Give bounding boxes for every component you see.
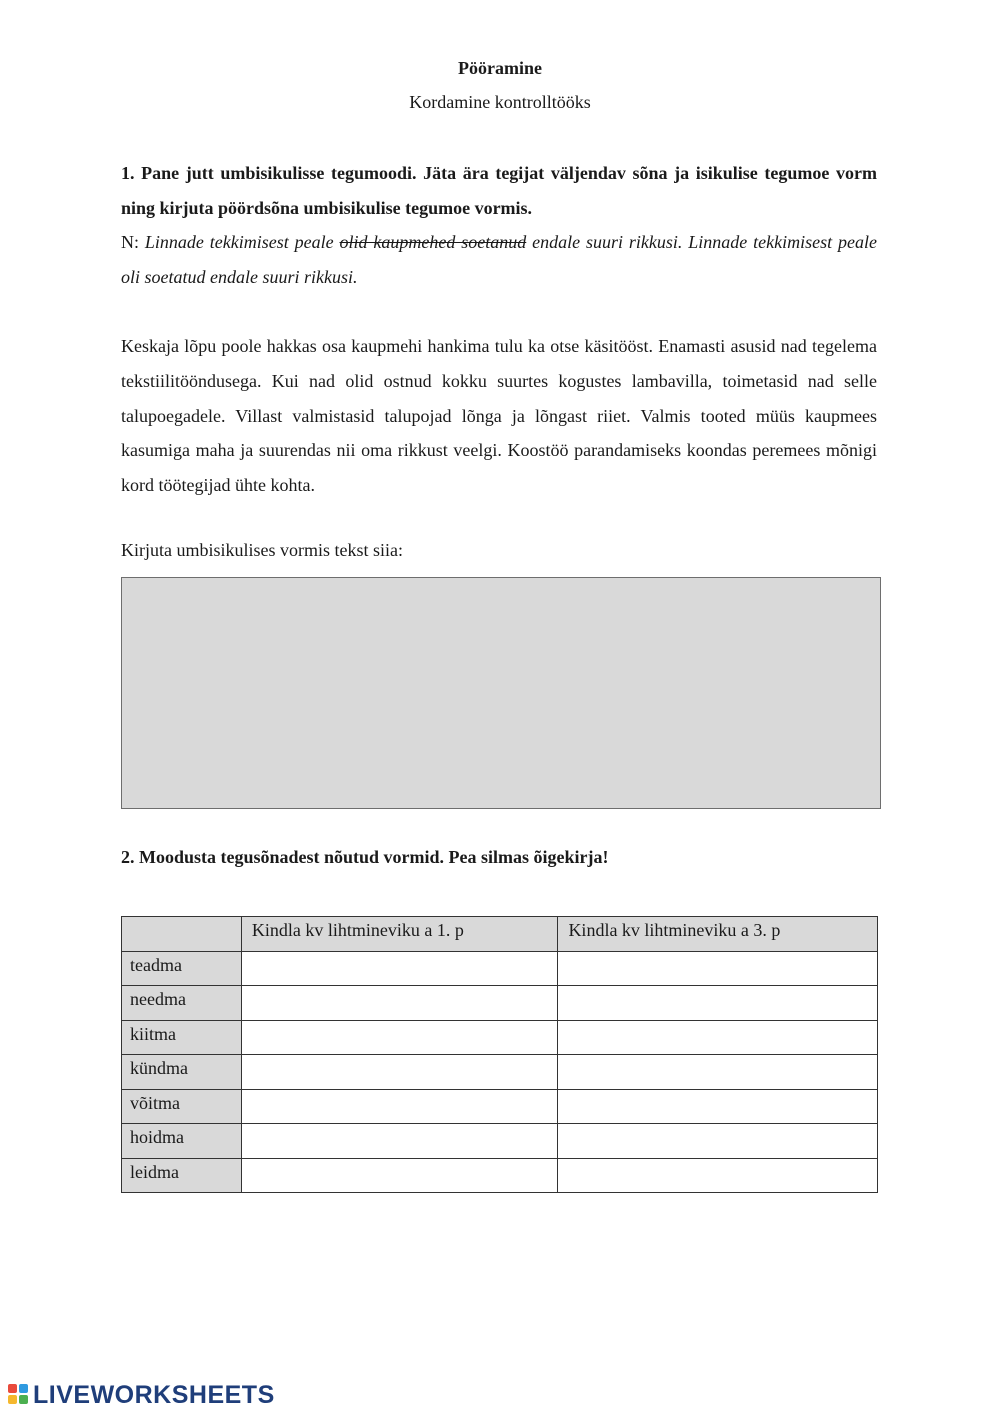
example-part2: endale suuri rikkusi. Linnade tekkimisest peale oli soetatud endale suuri rikkusi. [121, 232, 878, 287]
table-row [122, 986, 878, 1021]
answer-cell-3p[interactable] [558, 1089, 878, 1124]
table-row [122, 1020, 878, 1055]
verb-cell: kiitma [122, 1020, 242, 1055]
table-header-cell [122, 917, 242, 952]
logo-text: LIVEWORKSHEETS [33, 1380, 275, 1409]
verb-cell: teadma [122, 951, 242, 986]
table-row [122, 1055, 878, 1090]
answer-cell-1p[interactable] [241, 951, 558, 986]
verb-cell: kündma [122, 1055, 242, 1090]
answer-cell-3p[interactable] [558, 951, 878, 986]
table-header-cell: Kindla kv lihtmineviku a 3. p [558, 917, 878, 952]
table-row [122, 1158, 878, 1193]
answer-cell-1p[interactable] [241, 986, 558, 1021]
page-title: Pööramine [458, 58, 542, 78]
answer-cell-1p[interactable] [241, 1020, 558, 1055]
answer-cell-1p[interactable] [241, 1089, 558, 1124]
answer-cell-3p[interactable] [558, 1124, 878, 1159]
answer-cell-3p[interactable] [558, 1020, 878, 1055]
answer-cell-1p[interactable] [241, 1055, 558, 1090]
answer-cell-3p[interactable] [558, 1055, 878, 1090]
liveworksheets-logo[interactable] [8, 1380, 275, 1410]
answer-cell-1p[interactable] [241, 1158, 558, 1193]
task2-instruction: 2. Moodusta tegusõnadest nõutud vormid. Pea silmas õigekirja! [121, 847, 609, 867]
verb-cell: needma [122, 986, 242, 1021]
task1-example [121, 225, 877, 295]
table-row [122, 951, 878, 986]
example-prefix: N: [121, 232, 139, 252]
table-row [122, 1124, 878, 1159]
answer-cell-1p[interactable] [241, 1124, 558, 1159]
task1-instruction: 1. Pane jutt umbisikulisse tegumoodi. Jäta ära tegijat väljendav sõna ja isikulise tegumoe vorm ning kirjuta pöördsõna umbisikulise tegumoe vormis. [121, 163, 877, 218]
example-part1: Linnade tekkimisest peale [144, 232, 334, 252]
answer-text-box[interactable] [121, 577, 881, 809]
verb-forms-table [121, 916, 878, 1193]
verb-cell: hoidma [122, 1124, 242, 1159]
table-header-row [122, 917, 878, 952]
answer-prompt: Kirjuta umbisikulises vormis tekst siia: [121, 540, 403, 560]
table-row [122, 1089, 878, 1124]
example-struck-text: olid kaupmehed soetanud [339, 232, 527, 252]
verb-cell: leidma [122, 1158, 242, 1193]
verb-cell: võitma [122, 1089, 242, 1124]
task1-story-text: Keskaja lõpu poole hakkas osa kaupmehi hankima tulu ka otse käsitööst. Enamasti asusid nad tegelema tekstiilitööndusega. Kui nad olid ostnud kokku suurtes kogustes lambavilla, toimetasid nad selle talupoegadele. Villast valmistasid talupojad lõnga ja lõngast riiet. Valmis tooted müüs kaupmees kasumiga maha ja suurendas nii oma rikkust veelgi. Koostöö parandamiseks koondas peremees mõnigi kord töötegijad ühte kohta. [121, 336, 877, 496]
table-header-cell: Kindla kv lihtmineviku a 1. p [241, 917, 558, 952]
liveworksheets-logo-icon [8, 1384, 30, 1406]
answer-cell-3p[interactable] [558, 986, 878, 1021]
answer-cell-3p[interactable] [558, 1158, 878, 1193]
page-subtitle: Kordamine kontrolltööks [409, 92, 591, 112]
